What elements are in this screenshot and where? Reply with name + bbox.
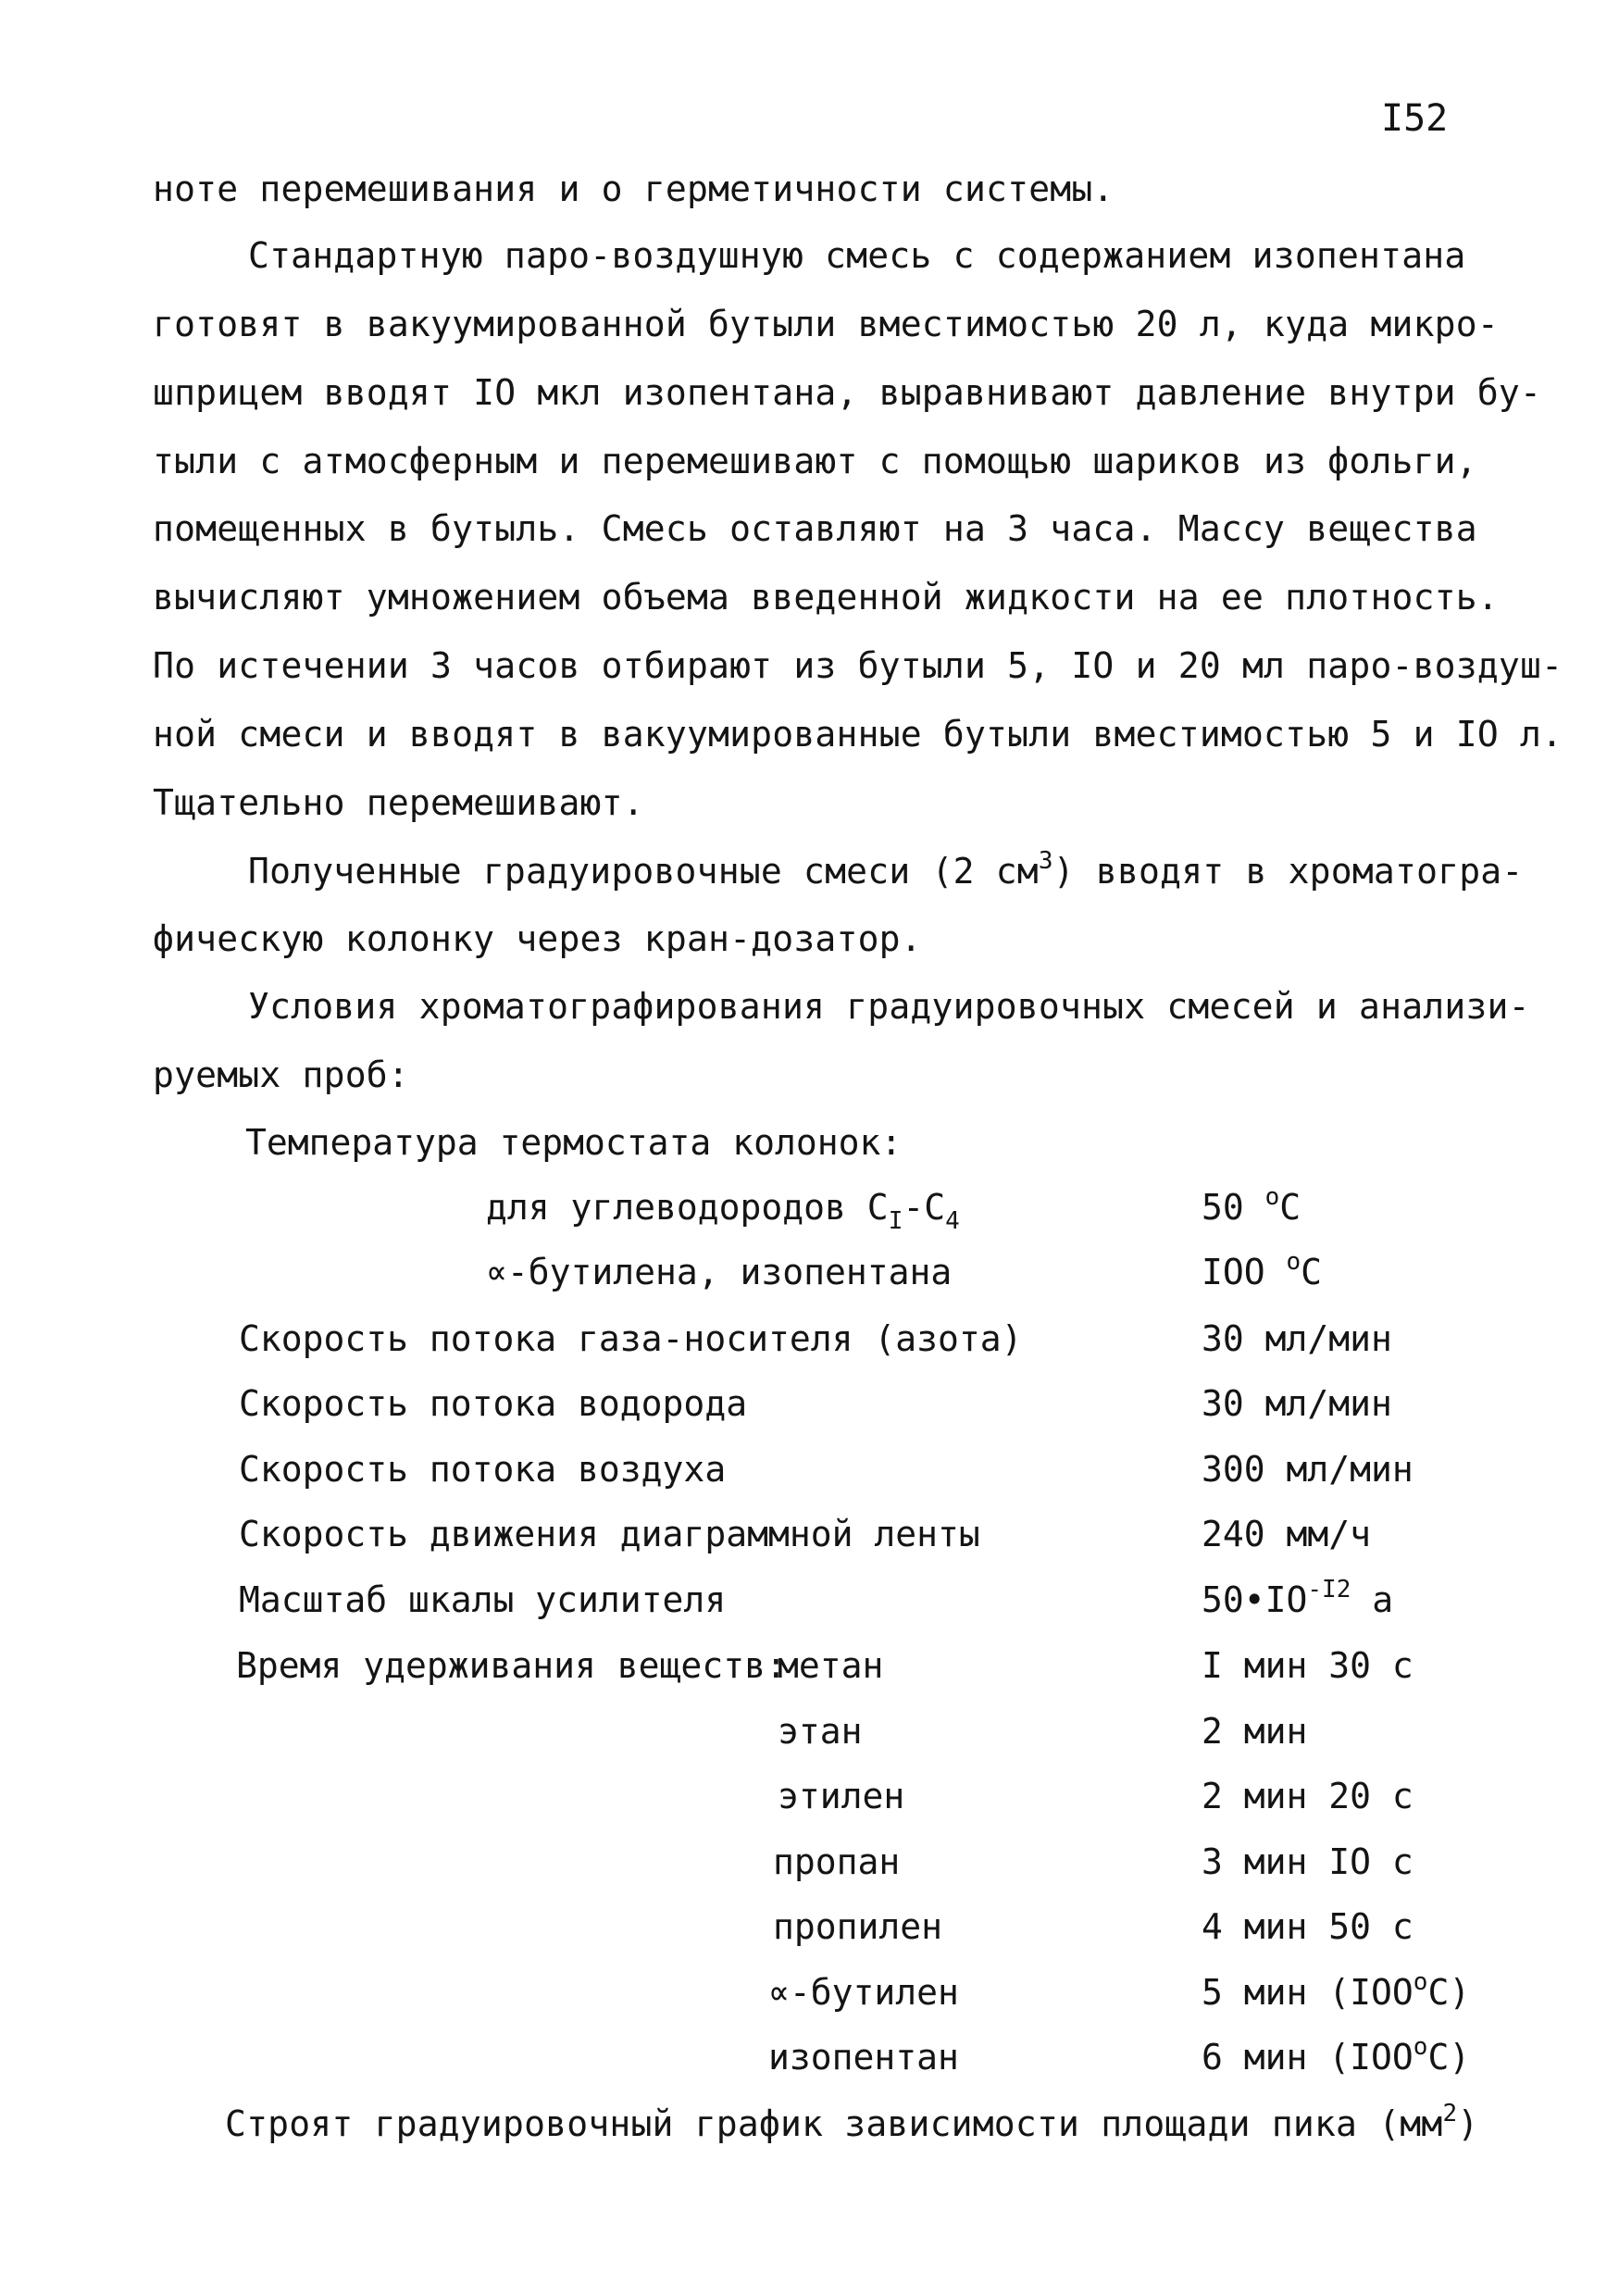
condition-label: Скорость потока водорода (239, 1383, 748, 1424)
text-span: 5 мин (IOO (1202, 1972, 1414, 2013)
retention-time (1202, 1968, 1471, 2013)
condition-value: 240 мм/ч (1202, 1514, 1372, 1554)
text-line: готовят в вакуумированной бутыли вместимостью 20 л, куда микро- (153, 304, 1499, 344)
text-span: 50•IO (1202, 1579, 1308, 1620)
retention-substance: метан (778, 1645, 884, 1686)
text-span: С (1301, 1252, 1323, 1292)
subscript: I (888, 1207, 903, 1235)
superscript: -I2 (1307, 1576, 1351, 1603)
text-span: ) вводят в хроматогра- (1052, 851, 1524, 892)
text-line: шприцем вводят IO мкл изопентана, выравнивают давление внутри бу- (153, 372, 1542, 413)
text-line: Тщательно перемешивают. (153, 782, 644, 823)
text-span: 50 (1202, 1187, 1265, 1228)
condition-label (486, 1187, 960, 1235)
text-span: С (1279, 1187, 1301, 1228)
text-span: Строят градуировочный график зависимости площади пика (мм (225, 2103, 1443, 2144)
subscript: 4 (945, 1207, 960, 1235)
retention-substance: ∝-бутилен (768, 1972, 959, 2013)
text-span: 6 мин (IOO (1202, 2037, 1414, 2078)
retention-substance: изопентан (768, 2037, 959, 2078)
retention-time: I мин 30 с (1202, 1645, 1414, 1686)
condition-label: Скорость потока газа-носителя (азота) (239, 1318, 1023, 1359)
text-line: помещенных в бутыль. Смесь оставляют на 3 часа. Массу вещества (153, 508, 1477, 549)
text-line: Стандартную паро-воздушную смесь с содержанием изопентана (248, 235, 1466, 276)
degree-sign: o (1286, 1248, 1301, 1276)
text-line (225, 2100, 1479, 2144)
retention-time: 4 мин 50 с (1202, 1906, 1414, 1947)
page-number: I52 (1381, 97, 1449, 140)
condition-label: Скорость движения диаграммной ленты (239, 1514, 980, 1554)
condition-value (1202, 1248, 1323, 1292)
degree-sign: o (1264, 1183, 1280, 1211)
text-span: для углеводородов С (486, 1187, 889, 1228)
retention-time: 2 мин (1202, 1711, 1308, 1752)
text-line: Условия хроматографирования градуировочных смесей и анализи- (248, 986, 1530, 1027)
text-line: вычисляют умножением объема введенной жидкости на ее плотность. (153, 577, 1499, 618)
condition-label: Масштаб шкалы усилителя (239, 1579, 727, 1620)
condition-value (1202, 1183, 1301, 1228)
degree-sign: o (1413, 1968, 1428, 1996)
text-span: а (1351, 1579, 1394, 1620)
retention-time: 2 мин 20 с (1202, 1776, 1414, 1816)
retention-time: 3 мин IO с (1202, 1841, 1414, 1882)
retention-label: Время удерживания веществ: (236, 1645, 787, 1686)
superscript: 3 (1038, 847, 1053, 875)
text-line (248, 847, 1524, 892)
text-span: Полученные градуировочные смеси (2 см (248, 851, 1039, 892)
condition-value: 30 мл/мин (1202, 1318, 1392, 1359)
conditions-header: Температура термостата колонок: (245, 1122, 903, 1163)
text-span: -С (903, 1187, 946, 1228)
degree-sign: o (1413, 2033, 1428, 2061)
text-line: ноте перемешивания и о герметичности системы. (153, 168, 1115, 209)
text-span: IOO (1202, 1252, 1287, 1292)
retention-substance: этилен (778, 1776, 905, 1816)
condition-label: ∝-бутилена, изопентана (486, 1252, 953, 1292)
retention-substance: пропилен (773, 1906, 943, 1947)
condition-value: 300 мл/мин (1202, 1449, 1414, 1490)
text-line: По истечении 3 часов отбирают из бутыли 5, IO и 20 мл паро-воздуш- (153, 645, 1563, 686)
text-line: ной смеси и вводят в вакуумированные бутыли вместимостью 5 и IO л. (153, 714, 1563, 755)
condition-value: 30 мл/мин (1202, 1383, 1392, 1424)
text-span: С) (1427, 2037, 1471, 2078)
text-line: тыли с атмосферным и перемешивают с помощью шариков из фольги, (153, 441, 1477, 481)
retention-time (1202, 2033, 1471, 2078)
retention-substance: пропан (773, 1841, 901, 1882)
text-span: ) (1457, 2103, 1479, 2144)
condition-label: Скорость потока воздуха (239, 1449, 727, 1490)
text-line: фическую колонку через кран-дозатор. (153, 918, 922, 959)
condition-value (1202, 1576, 1394, 1620)
text-span: С) (1427, 1972, 1471, 2013)
retention-substance: этан (778, 1711, 863, 1752)
text-line: руемых проб: (153, 1054, 409, 1095)
superscript: 2 (1442, 2100, 1458, 2128)
